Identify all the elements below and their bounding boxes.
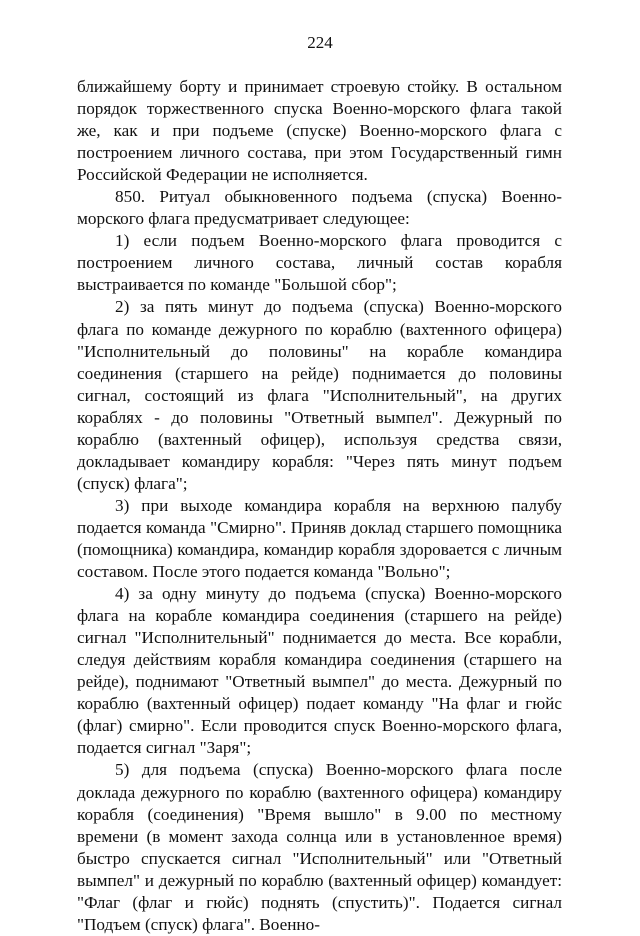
paragraph-item-850: 850. Ритуал обыкновенного подъема (спуска) Военно-морского флага предусматривает следующее: — [77, 187, 562, 229]
paragraph-subitem-4: 4) за одну минуту до подъема (спуска) Военно-морского флага на корабле командира соединения (старшего на рейде) сигнал "Исполнительный" поднимается до места. Все корабли, следуя действиям корабля командира соединения (старшего на рейде), поднимают "Ответный вымпел" до места. Дежурный по кораблю (вахтенный офицер) подает команду "На флаг и гюйс (флаг) смирно". Если проводится спуск Военно-морского флага, подается сигнал "Заря"; — [77, 584, 562, 758]
paragraph-subitem-2: 2) за пять минут до подъема (спуска) Военно-морского флага по команде дежурного по кораблю (вахтенного офицера) "Исполнительный до половины" на корабле командира соединения (старшего на рейде) поднимается до половины сигнал, состоящий из флага "Исполнительный", на других кораблях - до половины "Ответный вымпел". Дежурный по кораблю (вахтенный офицер), используя средства связи, докладывает командиру корабля: "Через пять минут подъем (спуск) флага"; — [77, 297, 562, 493]
paragraph-subitem-5: 5) для подъема (спуска) Военно-морского флага после доклада дежурного по кораблю (вахтенного офицера) командиру корабля (соединения) "Время вышло" в 9.00 по местному времени (в момент захода солнца или в установленное время) быстро спускается сигнал "Исполнительный" или "Ответный вымпел" и дежурный по кораблю (вахтенный офицер) командует: "Флаг (флаг и гюйс) поднять (спустить)". Подается сигнал "Подъем (спуск) флага". Военно- — [77, 760, 562, 934]
page-number: 224 — [307, 33, 333, 52]
paragraph-subitem-3: 3) при выходе командира корабля на верхнюю палубу подается команда "Смирно". Приняв доклад старшего помощника (помощника) командира, командир корабля здоровается с личным составом. После этого подается команда "Вольно"; — [77, 495, 562, 582]
paragraph-subitem-1: 1) если подъем Военно-морского флага проводится с построением личного состава, личный состав корабля выстраивается по команде "Большой сбор"; — [77, 231, 562, 295]
document-body — [77, 76, 562, 936]
paragraph-continuation: ближайшему борту и принимает строевую стойку. В остальном порядок торжественного спуска Военно-морского флага такой же, как и при подъеме (спуске) Военно-морского флага с построением личного состава, при этом Государственный гимн Российской Федерации не исполняется. — [77, 77, 562, 185]
